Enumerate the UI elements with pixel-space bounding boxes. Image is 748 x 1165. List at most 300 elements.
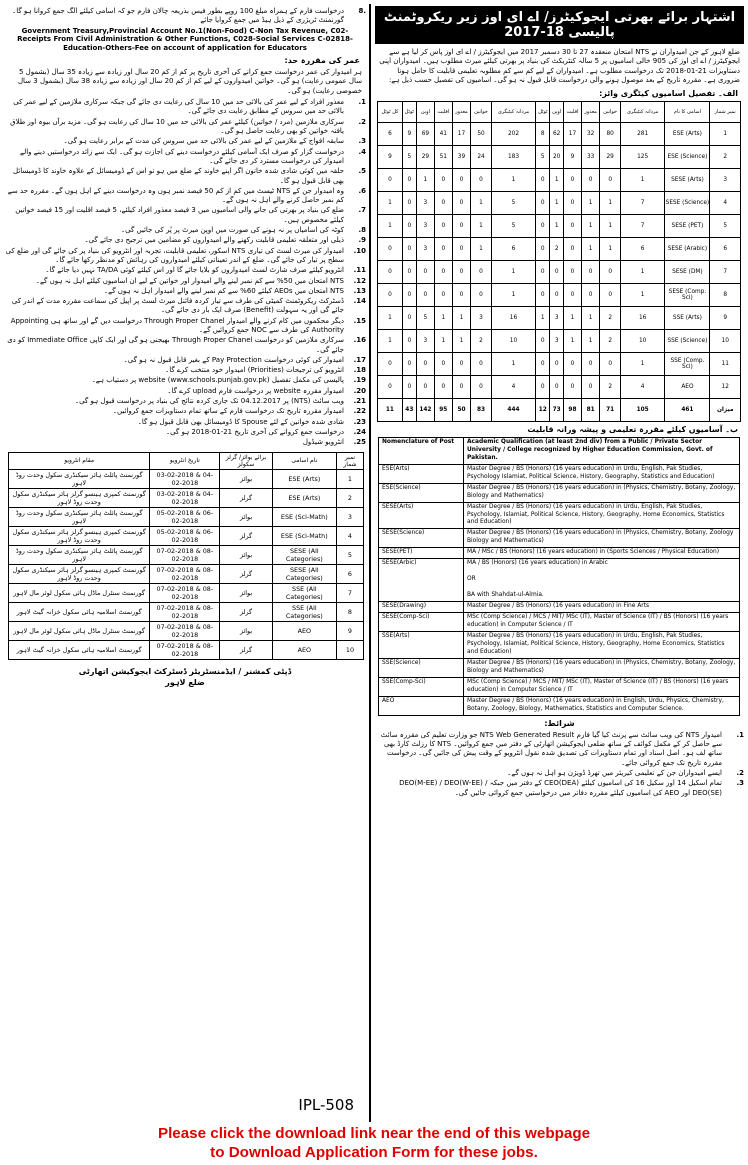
term-text: سابقہ افواج کے ملازمین کے لیے عمر کی بالائی حد میں سروس کی مدت کے برابر رعایت ہو گی۔	[63, 137, 344, 146]
category-cell: 2	[550, 237, 564, 260]
qualification-table	[378, 437, 740, 716]
qualification-post: SESE(Drawing)	[379, 602, 464, 613]
term-number: 15.	[353, 316, 366, 325]
category-cell: 8	[536, 122, 550, 145]
category-cell: 80	[600, 122, 620, 145]
category-row	[378, 145, 741, 168]
schedule-cell: گرلز	[220, 526, 272, 545]
category-cell: 0	[452, 352, 471, 375]
schedule-cell: گورنمنٹ پائلٹ ہائر سیکنڈری سکول وحدت روڈ لاہور	[9, 545, 150, 564]
category-cell: 0	[416, 375, 434, 398]
category-cell: 1	[434, 306, 452, 329]
schedule-cell: AEO	[272, 621, 336, 640]
schedule-cell: 07-02-2018 & 08-02-2018	[150, 545, 220, 564]
category-cell: 3	[550, 329, 564, 352]
term-item	[4, 366, 366, 375]
category-header-cell: خواتین	[471, 101, 491, 122]
category-cell: 9	[710, 306, 741, 329]
category-cell: 1	[600, 191, 620, 214]
schedule-cell: 8	[336, 602, 363, 621]
qualification-desc: Master Degree / BS (Honors) (16 years education) in Fine Arts	[464, 602, 740, 613]
schedule-cell: گورنمنٹ پائلٹ ہائر سیکنڈری سکول وحدت روڈ لاہور	[9, 507, 150, 526]
category-cell: 29	[416, 145, 434, 168]
category-header-cell: اقلیت	[564, 101, 582, 122]
download-notice[interactable]	[0, 1124, 748, 1165]
category-header-cell: مردانہ کیٹیگری	[491, 101, 536, 122]
category-cell: SSE (Science)	[665, 329, 710, 352]
qualification-post: SSE(Science)	[379, 659, 464, 678]
category-row	[378, 168, 741, 191]
category-cell: 1	[581, 214, 600, 237]
category-cell: 3	[416, 237, 434, 260]
term-text: سرکاری ملازمین کو درخواست Through Proper Chanel بھیجنی ہو گی اور ایک کاپی Immediate Office کو دی جائے گی۔	[7, 336, 344, 354]
term-number: 11.	[353, 266, 366, 275]
qualification-row	[379, 602, 740, 613]
category-cell: 0	[536, 283, 550, 306]
category-cell: 0	[452, 191, 471, 214]
term-item	[4, 137, 366, 146]
category-cell: 0	[471, 352, 491, 375]
category-total-cell: 71	[600, 398, 620, 421]
qualification-table-body	[379, 464, 740, 715]
schedule-cell: گرلز	[220, 602, 272, 621]
category-cell: 1	[600, 237, 620, 260]
category-cell: 2	[710, 145, 741, 168]
category-cell: 5	[402, 145, 416, 168]
category-cell: SESE (PET)	[665, 214, 710, 237]
category-cell: 0	[536, 260, 550, 283]
term-text: امیدوار کی میرٹ لسٹ کی تیاری NTS اسکور، تعلیمی قابلیت، تجربہ اور انٹرویو کی بنیاد پر کی جائے گی اور ضلع کی سطح پر تیار کی جائے گی۔ ضلع کے اندر تعیناتی کیلئے امیدواروں کی رہائش کو مدنظر رکھا جائے گا۔	[5, 246, 344, 264]
term-text: انٹرویو کیلئے صرف شارٹ لسٹ امیدواروں کو بلایا جائے گا اور اس کیلئے کوئی TA/DA نہیں دیا جائے گا۔	[45, 266, 344, 275]
category-cell: 1	[710, 122, 741, 145]
term-number: 10.	[353, 246, 366, 255]
schedule-cell: گورنمنٹ پائلٹ ہائر سیکنڈری سکول وحدت روڈ لاہور	[9, 469, 150, 488]
category-row	[378, 329, 741, 352]
category-cell: 1	[581, 191, 600, 214]
category-cell: 0	[471, 260, 491, 283]
age-heading: عمر کی مقررہ حد:	[284, 55, 360, 65]
term-number: 19.	[353, 376, 366, 385]
term-number: 12.	[353, 276, 366, 285]
category-table	[377, 101, 741, 422]
schedule-cell: 10	[336, 640, 363, 659]
term-item	[4, 397, 366, 406]
category-total-cell: 105	[620, 398, 665, 421]
schedule-header-cell: تاریخ انٹرویو	[150, 452, 220, 469]
condition-3: 3. تمام اسکیل 14 اور سکیل 16 کی اسامیوں کیلئے CEO(DEA) کے دفتر میں جبکہ DEO(M-EE) / DEO(W-EE) / DEO(SE) اور AEO کی اسامیوں کیلئے مقررہ دفاتر میں درخواستیں جمع کروائی جائیں گی۔	[399, 779, 744, 797]
qualification-post: SESE(PET)	[379, 548, 464, 559]
qualification-desc: Master Degree / BS (Honors) (16 years education) in (Physics, Chemistry, Botany, Zoology, Biology and Mathematics)	[464, 483, 740, 502]
term-item	[4, 118, 366, 137]
category-cell: 2	[600, 329, 620, 352]
category-cell: 0	[536, 237, 550, 260]
term-text: انٹرویو شیڈول	[302, 438, 344, 447]
category-cell: 6	[710, 237, 741, 260]
qualification-desc: Master Degree / BS (Honors) (16 years education) in English, Urdu, Physics, Chemistry, Botany, Zoology, Biology, Mathematics, Statistics and Computer Science.	[464, 696, 740, 715]
fee-paragraph: .8 درخواست فارم کے ہمراہ مبلغ 100 روپے بطور فیس بذریعہ چالان فارم جو کہ اسامی کیلئے الگ جمع کروانا ہو گا۔ گورنمنٹ ٹریژری کے ذیل ہیڈ میں جمع کروایا جائے	[12, 7, 366, 25]
qualification-post: SSE(Comp-Sci)	[379, 677, 464, 696]
category-cell: 0	[402, 214, 416, 237]
category-cell: 6	[378, 122, 403, 145]
term-number: 23.	[353, 417, 366, 426]
schedule-row	[9, 583, 364, 602]
category-row	[378, 283, 741, 306]
category-cell: 1	[378, 191, 403, 214]
category-cell: 0	[402, 329, 416, 352]
category-cell: 0	[600, 260, 620, 283]
term-text: ڈسٹرکٹ ریکروٹمنٹ کمیٹی کی طرف سے تیار کردہ فائنل میرٹ لسٹ پر اپیل کی سماعت مقررہ مدت کے اندر کی جائے گی اور یہ سہولت (Benefit) صرف ایک بار دی جائے گی۔	[11, 297, 344, 315]
category-total-cell: 95	[434, 398, 452, 421]
term-number: 16.	[353, 336, 366, 345]
category-cell: 0	[564, 237, 582, 260]
schedule-cell: SESE (All Categories)	[272, 545, 336, 564]
term-item	[4, 98, 366, 117]
term-number: 5.	[358, 167, 366, 176]
category-cell: 50	[471, 122, 491, 145]
term-number: 18.	[353, 366, 366, 375]
category-cell: 1	[471, 237, 491, 260]
term-number: 13.	[353, 286, 366, 295]
qual-head-desc: Academic Qualification (at least 2nd div) from a Public / Private Sector University / College recognized by Higher Education Commission, Govt. of Pakistan.	[464, 437, 740, 464]
category-cell: 0	[550, 375, 564, 398]
signature-line-1: ڈپٹی کمشنر / ایڈمنسٹریٹر ڈسٹرکٹ ایجوکیشن اتھارٹی	[78, 666, 292, 676]
category-cell: 10	[710, 329, 741, 352]
schedule-cell: 9	[336, 621, 363, 640]
category-cell: 4	[491, 375, 536, 398]
fee-account-english: Government Treasury,Provincial Account No.1(Non-Food) C-Non Tax Revenue, C02-Receipts From Civil Administration & Other Functions, C028-Social Services C-02818-Education-Others-Fee on account of application for Educators	[17, 26, 353, 53]
qualification-desc: Master Degree / BS (Honors) (16 years education) in (Physics, Chemistry, Botany, Zoology, Biology and Mathematics)	[464, 659, 740, 678]
term-item	[4, 148, 366, 167]
category-cell: 1	[536, 306, 550, 329]
term-number: 4.	[358, 147, 366, 156]
category-cell: 0	[581, 352, 600, 375]
category-cell: 51	[434, 145, 452, 168]
term-text: ویب سائٹ (NTS) پر 04.12.2017 تک جاری کردہ نتائج کی بنیاد پر درخواست قبول ہو گی۔	[74, 397, 344, 406]
term-text: درخواست جمع کروانے کی آخری تاریخ 21-01-2018 ہو گی۔	[165, 427, 344, 436]
category-cell: 3	[416, 214, 434, 237]
left-column	[4, 6, 366, 1124]
category-cell: 0	[600, 352, 620, 375]
category-cell: 0	[452, 237, 471, 260]
category-cell: 11	[710, 352, 741, 375]
category-cell: 0	[536, 352, 550, 375]
schedule-cell: گرلز	[220, 488, 272, 507]
schedule-row	[9, 545, 364, 564]
section-c-heading: شرائط:	[544, 718, 575, 728]
category-cell: ESE (Science)	[665, 145, 710, 168]
schedule-cell: گورنمنٹ سنٹرل ماڈل ہائی سکول لوئر مال لاہور	[9, 583, 150, 602]
category-cell: 0	[378, 375, 403, 398]
term-item	[4, 428, 366, 437]
interview-schedule-table	[8, 452, 364, 660]
qualification-row	[379, 529, 740, 548]
category-cell: 0	[416, 260, 434, 283]
category-cell: 1	[550, 191, 564, 214]
term-number: 17.	[353, 355, 366, 364]
category-cell: 0	[471, 283, 491, 306]
category-cell: 0	[471, 375, 491, 398]
category-total-cell: 11	[378, 398, 403, 421]
qualification-row	[379, 613, 740, 632]
category-cell: 0	[434, 214, 452, 237]
category-header-cell: ٹوٹل	[536, 101, 550, 122]
term-number: 14.	[353, 297, 366, 306]
category-cell: 0	[536, 168, 550, 191]
category-cell: 0	[452, 283, 471, 306]
term-number: 3.	[358, 137, 366, 146]
schedule-cell: 3	[336, 507, 363, 526]
category-cell: 0	[402, 306, 416, 329]
category-cell: 3	[471, 306, 491, 329]
term-number: 6.	[358, 186, 366, 195]
category-cell: 12	[710, 375, 741, 398]
schedule-cell: 7	[336, 583, 363, 602]
category-cell: 1	[452, 329, 471, 352]
category-cell: 0	[550, 283, 564, 306]
category-cell: 0	[378, 237, 403, 260]
category-cell: 0	[564, 168, 582, 191]
category-header-cell: اسامی کا نام	[665, 101, 710, 122]
category-cell: 1	[564, 306, 582, 329]
category-cell: 0	[564, 214, 582, 237]
schedule-row	[9, 602, 364, 621]
schedule-cell: بوائز	[220, 545, 272, 564]
category-total-cell: 461	[665, 398, 710, 421]
qualification-desc: MA / MSc / BS (Honors) (16 years education) in (Sports Sciences / Physical Education)	[464, 548, 740, 559]
term-item	[4, 376, 366, 385]
category-cell: 1	[471, 191, 491, 214]
category-cell: 1	[600, 214, 620, 237]
term-item	[4, 317, 366, 336]
qualification-row	[379, 502, 740, 529]
term-number: 2.	[358, 117, 366, 126]
schedule-cell: گورنمنٹ سنٹرل ماڈل ہائی سکول لوئر مال لاہور	[9, 621, 150, 640]
schedule-cell: AEO	[272, 640, 336, 659]
category-row	[378, 352, 741, 375]
category-cell: SESE (DM)	[665, 260, 710, 283]
category-cell: 0	[402, 283, 416, 306]
category-cell: 0	[402, 352, 416, 375]
qualification-row	[379, 632, 740, 659]
term-text: وہ امیدوار جن کے NTS ٹیسٹ میں کم از کم 50 فیصد نمبر ہوں وہ درخواست دینے کے اہل ہوں گے۔ مقررہ حد سے کم نمبر حاصل کرنے والے اہل نہ ہوں گے۔	[7, 186, 344, 205]
schedule-header-cell: نمبر شمار	[336, 452, 363, 469]
term-text: شادی شدہ خواتین کے لئے Spouse کا ڈومیسائل بھی قابل قبول ہو گا۔	[137, 417, 344, 426]
category-cell: 0	[402, 168, 416, 191]
category-header-cell: کل ٹوٹل	[378, 101, 403, 122]
category-cell: ESE (Arts)	[665, 122, 710, 145]
term-text: حلقہ میں کوئی شادی شدہ خاتون اگر اپنے خاوند کے ضلع میں ہو تو اس کے ڈومیسائل کے علاوہ خاوند کا ڈومیسائل بھی قابل قبول ہو گا۔	[12, 167, 344, 185]
category-total-cell: 73	[550, 398, 564, 421]
category-cell: 1	[491, 168, 536, 191]
category-cell: 33	[581, 145, 600, 168]
category-total-row	[378, 398, 741, 421]
category-table-header	[378, 101, 741, 122]
term-text: امیدوار کی کوئی درخواست Pay Protection کے بغیر قابل قبول نہ ہو گی۔	[123, 355, 344, 364]
schedule-cell: 2	[336, 488, 363, 507]
schedule-cell: 03-02-2018 & 04-02-2018	[150, 469, 220, 488]
category-cell: 2	[600, 306, 620, 329]
category-total-cell: 12	[536, 398, 550, 421]
category-cell: 29	[600, 145, 620, 168]
condition-1: 1. امیدوار NTS کی ویب سائٹ سے پرنٹ کیا گیا فارم NTS Web Generated Result جو وزارت تعلیم کی مقررہ سائٹ سے حاصل کر کے مکمل کوائف کے ساتھ ضلعی ایجوکیشن اتھارٹی کے دفتر میں جمع کروائیں۔ NTS کا رزلٹ کارڈ بھی ساتھ لف ہو۔ اصل اسناد اور تمام دستاویزات کی تصدیق شدہ نقول انٹرویو کے وقت پیش کی جائیں گی۔ درخواست مقررہ تاریخ تک جمع کروائی جائے۔	[380, 730, 744, 767]
schedule-cell: 07-02-2018 & 08-02-2018	[150, 583, 220, 602]
qualification-post: AEO	[379, 696, 464, 715]
term-number: 8.	[358, 226, 366, 235]
term-item	[4, 387, 366, 396]
age-paragraph: ہر امیدوار کی عمر درخواست جمع کرانے کی آخری تاریخ پر کم از کم 20 سال اور زیادہ سے زیادہ 35 سال (بشمول 5 سال عمومی رعایت) ہو گی۔ خواتین امیدواروں کے لیے کم از کم 20 سال اور زیادہ سے زیادہ 38 سال (بشمول 3 سال خصوصی رعایت) ہو گی۔	[17, 67, 362, 95]
category-cell: 3	[550, 306, 564, 329]
category-cell: 0	[536, 191, 550, 214]
category-total-cell: 83	[471, 398, 491, 421]
category-cell: 3	[416, 329, 434, 352]
schedule-cell: SSE (All Categories)	[272, 583, 336, 602]
schedule-row	[9, 564, 364, 583]
qualification-row	[379, 659, 740, 678]
category-cell: 1	[378, 329, 403, 352]
download-notice-line-2: to Download Application Form for these jobs.	[210, 1144, 538, 1161]
term-text: NTS امتحان میں 50% سے کم نمبر لینے والے امیدوار اور خواتین کے لیے ان اسامیوں کیلئے اہل نہ ہوں گے۔	[35, 276, 344, 285]
category-cell: 0	[452, 214, 471, 237]
category-cell: 1	[550, 168, 564, 191]
category-cell: 1	[564, 329, 582, 352]
qualification-row	[379, 677, 740, 696]
category-table-body	[378, 122, 741, 421]
term-number: 21.	[353, 397, 366, 406]
category-cell: 16	[491, 306, 536, 329]
term-item	[4, 297, 366, 316]
category-header-cell: مردانہ کیٹیگری	[620, 101, 665, 122]
term-text: انٹرویو کی ترجیحات (Priorities) امیدوار خود منتخب کرے گا۔	[165, 366, 344, 375]
category-cell: 0	[471, 168, 491, 191]
category-cell: 5	[491, 191, 536, 214]
term-item	[4, 336, 366, 355]
category-total-cell: 142	[416, 398, 434, 421]
category-cell: 0	[536, 375, 550, 398]
category-cell: 0	[434, 375, 452, 398]
category-row	[378, 214, 741, 237]
category-total-cell: 43	[402, 398, 416, 421]
category-cell: 202	[491, 122, 536, 145]
schedule-cell: 07-02-2018 & 08-02-2018	[150, 564, 220, 583]
term-text: پالیسی کی مکمل تفصیل (www.schools.punjab.gov.pk) website پر دستیاب ہے۔	[91, 376, 344, 385]
term-item	[4, 247, 366, 266]
condition-2: 2. ایسے امیدواران جن کے تعلیمی کیریئر میں تھرڈ ڈویژن ہو اہل نہ ہوں گے۔	[507, 769, 744, 777]
schedule-cell: 05-02-2018 & 06-02-2018	[150, 507, 220, 526]
category-cell: 1	[491, 352, 536, 375]
schedule-row	[9, 507, 364, 526]
qualification-row	[379, 464, 740, 483]
term-text: ضلع کی بنیاد پر بھرتی کی جانے والی اسامیوں میں 3 فیصد معذور افراد کیلئے، 5 فیصد اقلیت اور 15 فیصد خواتین کیلئے مخصوص ہیں۔	[15, 206, 344, 224]
category-cell: 0	[402, 260, 416, 283]
term-text: ذیلی اور متعلقہ تعلیمی قابلیت رکھنے والے امیدواروں کو مضامین میں ترجیح دی جائے گی۔	[84, 236, 344, 245]
category-cell: 6	[491, 237, 536, 260]
schedule-cell: گورنمنٹ کمپری ہینسو گرلز ہائر سیکنڈری سکول وحدت روڈ لاہور	[9, 488, 150, 507]
category-cell: 1	[620, 168, 665, 191]
schedule-row	[9, 526, 364, 545]
schedule-cell: گرلز	[220, 564, 272, 583]
signature-block	[4, 666, 366, 688]
category-cell: 1	[416, 168, 434, 191]
ad-title: اشتہار برائے بھرتی ایجوکیٹرز/ اے ای اوز زیر ریکروٹمنٹ پالیسی 18-2017	[375, 6, 744, 44]
category-total-cell: میزان	[710, 398, 741, 421]
category-cell: 41	[434, 122, 452, 145]
qualification-desc: Master Degree / BS (Honors) (16 years education) in Urdu, English, Pak Studies, Psychology Islamiat, Political Science, History, Geography, Statistics and Education)	[464, 464, 740, 483]
qualification-post: SESE(Arts)	[379, 502, 464, 529]
category-cell: 20	[550, 145, 564, 168]
term-text: امیدوار مقررہ تاریخ تک درخواست فارم کے ساتھ تمام دستاویزات جمع کروائیں۔	[112, 407, 344, 416]
category-cell: 2	[600, 375, 620, 398]
schedule-cell: ESE (Arts)	[272, 488, 336, 507]
category-cell: 0	[600, 168, 620, 191]
category-cell: 0	[564, 375, 582, 398]
qual-head-post: Nomenclature of Post	[379, 437, 464, 464]
schedule-body	[9, 469, 364, 659]
qualification-desc: Master Degree / BS (Honors) (16 years education) in Urdu, English, Pak Studies, Psychology, Islamiat, Political Science, History, Geography, Home Economics, Statistics and Education)	[464, 632, 740, 659]
term-item	[4, 226, 366, 235]
schedule-cell: گورنمنٹ اسلامیہ ہائی سکول خزانہ گیٹ لاہور	[9, 602, 150, 621]
category-cell: 1	[620, 352, 665, 375]
category-cell: 0	[452, 168, 471, 191]
category-cell: 5	[491, 214, 536, 237]
category-header-cell: ٹوٹل	[402, 101, 416, 122]
qualification-desc: MSc (Comp Science) / MCS / MIT/ MSc (IT), Master of Science (IT) / BS (Honors) (16 years education) in Computer Science / IT	[464, 677, 740, 696]
category-header-cell: اوپن	[416, 101, 434, 122]
schedule-cell: SESE (All Categories)	[272, 564, 336, 583]
schedule-row	[9, 488, 364, 507]
category-cell: SESE (Science)	[665, 191, 710, 214]
category-cell: 1	[378, 306, 403, 329]
column-divider	[369, 4, 371, 1122]
category-cell: 0	[600, 283, 620, 306]
schedule-cell: بوائز	[220, 621, 272, 640]
category-cell: 7	[710, 260, 741, 283]
schedule-cell: بوائز	[220, 469, 272, 488]
category-cell: 7	[620, 191, 665, 214]
category-cell: 0	[416, 352, 434, 375]
category-row	[378, 237, 741, 260]
category-cell: 0	[581, 168, 600, 191]
category-cell: 1	[581, 306, 600, 329]
qualification-desc: MSc (Comp Science) / MCS / MIT/ MSc (IT), Master of Science (IT) / BS (Honors) (16 years education) in Computer Science / IT	[464, 613, 740, 632]
category-header-cell: اقلیت	[434, 101, 452, 122]
term-item	[4, 277, 366, 286]
term-item	[4, 356, 366, 365]
schedule-header-cell: نام اسامی	[272, 452, 336, 469]
category-cell: 1	[620, 260, 665, 283]
download-notice-line-1: Please click the download link near the end of this webpage	[157, 1125, 591, 1142]
category-header-cell: معذور	[581, 101, 600, 122]
category-header-cell: خواتین	[600, 101, 620, 122]
term-item	[4, 438, 366, 447]
qualification-row	[379, 483, 740, 502]
schedule-cell: 07-02-2018 & 08-02-2018	[150, 602, 220, 621]
category-cell: 9	[378, 145, 403, 168]
category-cell: 125	[620, 145, 665, 168]
term-text: درخواست گزار کو صرف ایک آسامی کیلئے درخواست دینے کی اجازت ہو گی۔ ایک سے زائد درخواستیں دینے والے امیدوار کی درخواست مسترد کر دی جائے گی۔	[19, 147, 344, 165]
term-text: سرکاری ملازمین (مرد / خواتین) کیلئے عمر کی بالائی حد میں 10 سال کی رعایت ہو گی۔ مزید برآں بیوہ اور طلاق یافتہ خواتین کو بھی رعایت حاصل ہو گی۔	[10, 117, 344, 136]
term-item	[4, 287, 366, 296]
category-cell: 1	[620, 283, 665, 306]
category-cell: 0	[564, 191, 582, 214]
schedule-header-cell: برائے بوائز/ گرلز سکولز	[220, 452, 272, 469]
schedule-row	[9, 640, 364, 659]
category-cell: 1	[491, 283, 536, 306]
schedule-cell: گورنمنٹ کمپری ہینسو گرلز ہائر سیکنڈری سکول وحدت روڈ لاہور	[9, 564, 150, 583]
qualification-desc: Master Degree / BS (Honors) (16 years education) in Urdu, English, Pak Studies, Psychology, Islamiat, Political Science, History, Geography, Home Economics, Statistics and Education)	[464, 502, 740, 529]
terms-list	[4, 98, 366, 447]
term-text: NTS امتحان میں AEOs کیلئے 60% سے کم نمبر لینے والے امیدوار اہل نہ ہوں گے۔	[104, 286, 344, 295]
term-item	[4, 236, 366, 245]
